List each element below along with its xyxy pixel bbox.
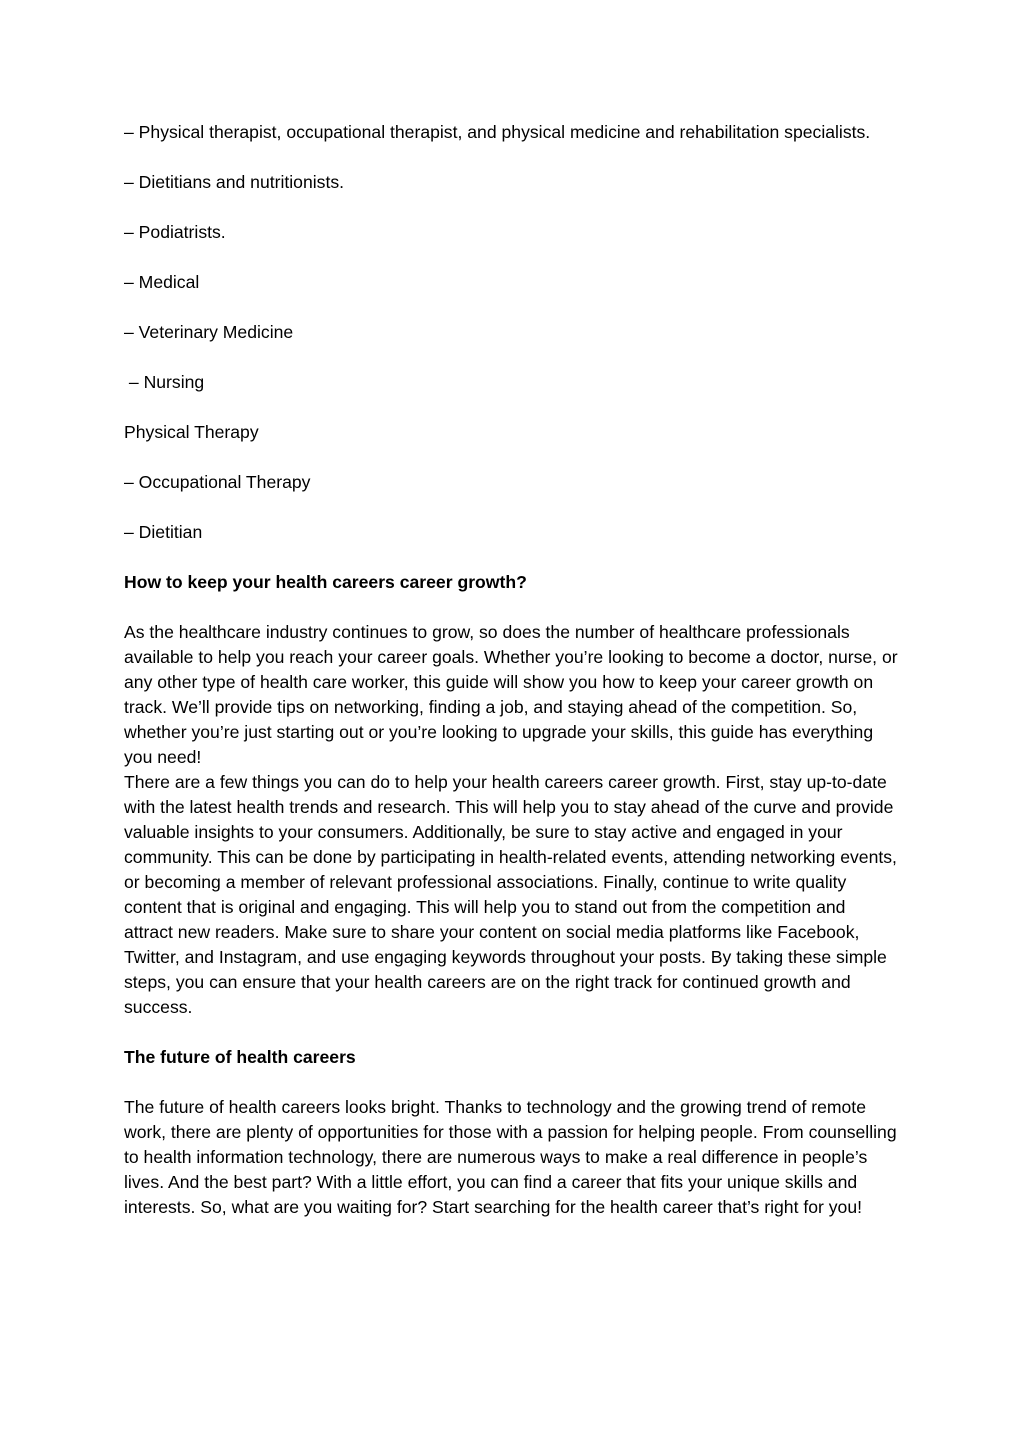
list-item-occupational-therapy: – Occupational Therapy xyxy=(124,472,311,492)
spacer xyxy=(124,595,899,620)
spacer xyxy=(124,345,899,370)
paragraph-career-growth-tips: There are a few things you can do to help your health careers career growth. First, stay up-to-date with the latest health trends and research. This will help you to stay ahead of the curve and provide valuable insights to your consumers. Additionally, be sure to stay active and engaged in your community. This can be done by participating in health-related events, attending networking events, or becoming a member of relevant professional associations. Finally, continue to write quality content that is original and engaging. This will help you to stand out from the competition and attract new readers. Make sure to share your content on social media platforms like Facebook, Twitter, and Instagram, and use engaging keywords throughout your posts. By taking these simple steps, you can ensure that your health careers are on the right track for continued growth and success. xyxy=(124,772,902,1017)
section-heading-career-growth: How to keep your health careers career growth? xyxy=(124,572,527,592)
list-item-dietitian: – Dietitian xyxy=(124,522,203,542)
spacer xyxy=(124,545,899,570)
spacer xyxy=(124,145,899,170)
list-item-nursing: – Nursing xyxy=(124,372,205,392)
spacer xyxy=(124,295,899,320)
list-item-physical-therapist: – Physical therapist, occupational therapist, and physical medicine and rehabilitation specialists. xyxy=(124,122,871,142)
section-heading-future: The future of health careers xyxy=(124,1047,356,1067)
spacer xyxy=(124,245,899,270)
spacer xyxy=(124,395,899,420)
list-item-podiatrists: – Podiatrists. xyxy=(124,222,226,242)
spacer xyxy=(124,495,899,520)
list-item-medical: – Medical xyxy=(124,272,200,292)
document-page xyxy=(124,120,903,1220)
spacer xyxy=(124,445,899,470)
spacer xyxy=(124,1070,899,1095)
paragraph-future: The future of health careers looks bright. Thanks to technology and the growing trend of remote work, there are plenty of opportunities for those with a passion for helping people. From counselling to health information technology, there are numerous ways to make a real difference in people’s lives. And the best part? With a little effort, you can find a career that fits your unique skills and interests. So, what are you waiting for? Start searching for the health career that’s right for you! xyxy=(124,1097,902,1217)
list-item-dietitians: – Dietitians and nutritionists. xyxy=(124,172,345,192)
spacer xyxy=(124,195,899,220)
list-item-veterinary-medicine: – Veterinary Medicine xyxy=(124,322,294,342)
paragraph-career-growth-intro: As the healthcare industry continues to grow, so does the number of healthcare professionals available to help you reach your career goals. Whether you’re looking to become a doctor, nurse, or any other type of health care worker, this guide will show you how to keep your career growth on track. We’ll provide tips on networking, finding a job, and staying ahead of the competition. So, whether you’re just starting out or you’re looking to upgrade your skills, this guide has everything you need! xyxy=(124,622,903,767)
spacer xyxy=(124,1020,899,1045)
list-item-physical-therapy: Physical Therapy xyxy=(124,422,259,442)
